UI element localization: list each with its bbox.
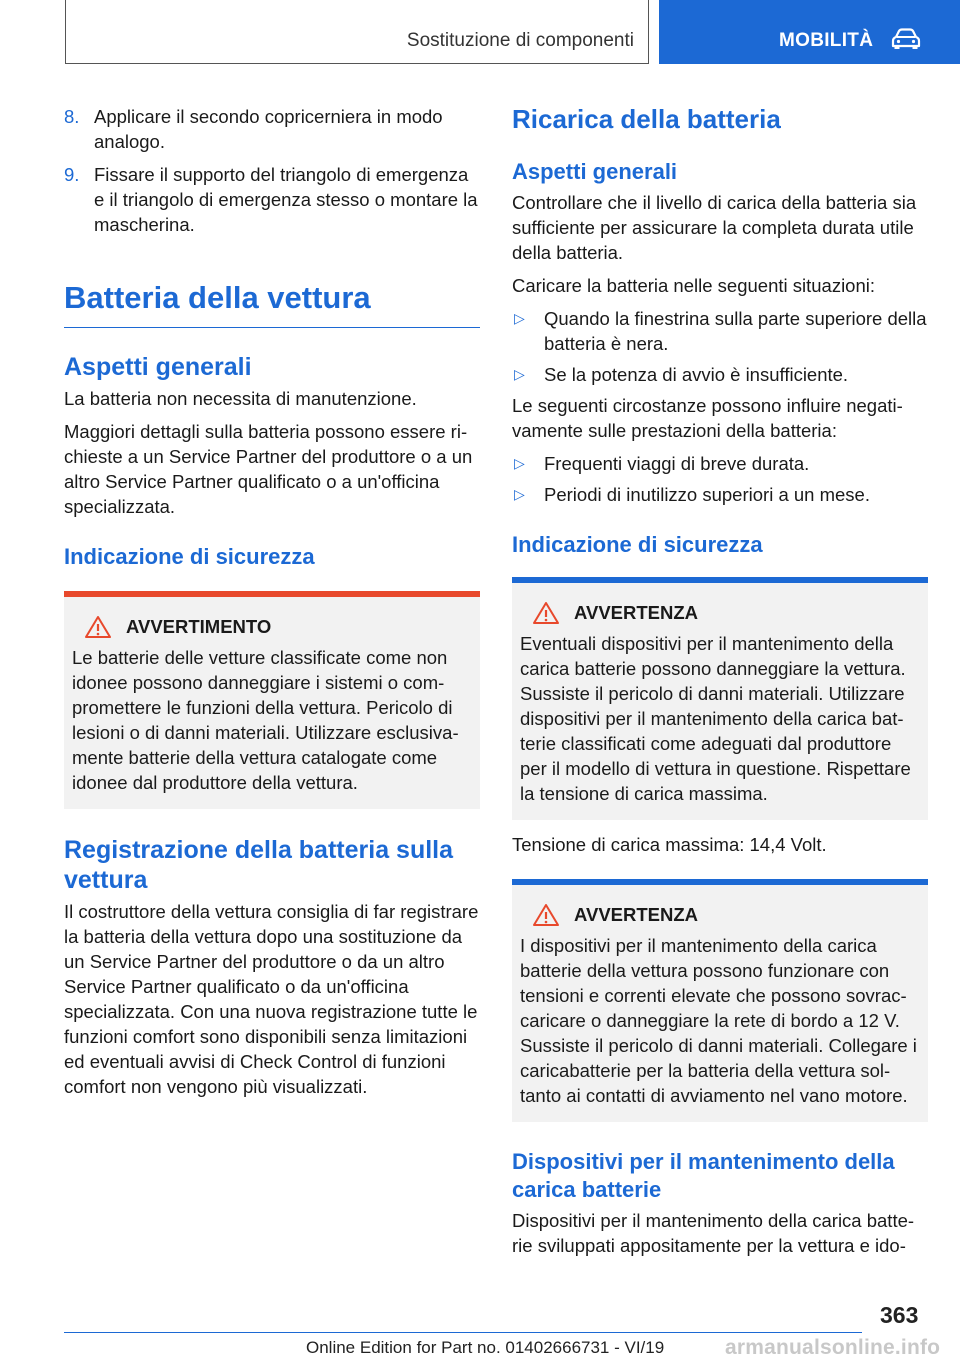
heading-divider: [64, 327, 480, 328]
bullet-triangle-icon: ▷: [514, 486, 525, 502]
warning-text: I dispositivi per il mantenimento della carica batterie della vettura possono funzionare con tensioni e correnti elevate che possono sovraccaricare o danneggiare la rete di bordo a 12 V. Sussiste il pericolo di danni materiali. Collegare i caricabatterie per la batteria della vettura soltanto ai contatti di avviamento nel vano motore.: [520, 935, 917, 1106]
warning-title: AVVERTIMENTO: [126, 616, 272, 637]
subheading-aspetti-generali: Aspetti generali: [512, 159, 678, 184]
list-item-text: Se la potenza di avvio è insufficiente.: [544, 364, 849, 385]
paragraph: Il costruttore della vettura consiglia di far registrare la batteria della vettura dopo una sostituzione da un Service Partner del produttore o da un altro Service Partner qualificato o da un'officina specializzata. Con una nuova registrazione tutte le funzioni comfort sono disponibili senza limitazioni ed eventuali avvisi di Check Control di funzioni comfort non vengono più visualizzati.: [64, 901, 479, 1097]
list-item: [512, 362, 928, 387]
step-item: [64, 162, 480, 237]
footer-divider: [64, 1332, 862, 1333]
step-number: 9.: [64, 164, 80, 185]
warning-text: Eventuali dispositivi per il mantenimento della carica batterie possono danneggiare la vettura. Sussiste il pericolo di danni materiali. Utilizzare dispositivi per il mantenimento della carica batterie classificati come adeguati dal produttore per il modello di vettura in questione. Rispettare la tensione di carica massima.: [520, 633, 911, 804]
header-section-tab: [65, 0, 649, 64]
warning-box: [512, 879, 928, 1122]
left-column: [64, 104, 480, 1107]
right-column: [512, 104, 928, 1266]
warning-title: AVVERTENZA: [574, 602, 699, 623]
warning-header: [520, 601, 920, 625]
paragraph: La batteria non necessita di manutenzione.: [64, 388, 417, 409]
bullet-triangle-icon: ▷: [514, 455, 525, 471]
warning-box: [512, 577, 928, 820]
paragraph-tensione: Tensione di carica massima: 14,4 Volt.: [512, 834, 827, 855]
header-section-title: Sostituzione di componenti: [406, 30, 634, 51]
paragraph: Le seguenti circostanze possono influire negativamente sulle prestazioni della batteria:: [512, 395, 903, 441]
warning-triangle-icon: [532, 601, 560, 625]
warning-text: Le batterie delle vetture classificate come non idonee possono danneggiare i sistemi o compromettere le funzioni della vettura. Pericolo di lesioni o di danni materiali. Utilizzare esclusivamente batterie della vettura catalogate come idonee dal produttore della vettura.: [72, 647, 459, 793]
warning-header: [72, 615, 472, 639]
section-heading-ricarica: Ricarica della batteria: [512, 104, 781, 134]
bullet-triangle-icon: ▷: [514, 366, 525, 382]
footer-watermark-logo: armanualsonline.info: [725, 1336, 941, 1359]
step-text: Fissare il supporto del triangolo di emergenza e il triangolo di emergenza stesso o montare la mascherina.: [94, 164, 478, 235]
list-item: [512, 482, 928, 507]
step-text: Applicare il secondo copricerniera in modo analogo.: [94, 106, 443, 152]
subheading-aspetti-generali: Aspetti generali: [64, 353, 252, 381]
list-item: [512, 306, 928, 356]
list-item-text: Frequenti viaggi di breve durata.: [544, 453, 810, 474]
paragraph: Dispositivi per il mantenimento della carica batterie sviluppati appositamente per la vettura e ido-: [512, 1210, 915, 1256]
car-icon: [891, 28, 921, 50]
list-item: [512, 451, 928, 476]
warning-triangle-icon: [532, 903, 560, 927]
warning-title: AVVERTENZA: [574, 904, 699, 925]
subheading-registrazione: Registrazione della batteria sulla vettura: [64, 836, 454, 894]
subheading-dispositivi: Dispositivi per il mantenimento della carica batterie: [512, 1149, 895, 1202]
subheading-sicurezza: Indicazione di sicurezza: [64, 544, 315, 569]
step-number: 8.: [64, 106, 80, 127]
footer-edition: Online Edition for Part no. 01402666731 - VI/19: [306, 1338, 665, 1357]
page-number: 363: [880, 1302, 919, 1328]
warning-header: [520, 903, 920, 927]
list-item-text: Periodi di inutilizzo superiori a un mese.: [544, 484, 870, 505]
header-chapter-tab: [659, 0, 960, 64]
step-item: [64, 104, 480, 154]
header-chapter-title: MOBILITÀ: [779, 30, 874, 51]
bullet-triangle-icon: ▷: [514, 310, 525, 326]
paragraph: Maggiori dettagli sulla batteria possono essere richieste a un Service Partner del produttore o a un altro Service Partner qualificato o a un'officina specializzata.: [64, 421, 473, 517]
paragraph: Controllare che il livello di carica della batteria sia sufficiente per assicurare la completa durata utile della batteria.: [512, 192, 917, 263]
warning-triangle-icon: [84, 615, 112, 639]
warning-box: [64, 591, 480, 809]
subheading-sicurezza: Indicazione di sicurezza: [512, 532, 763, 557]
section-heading-batteria: Batteria della vettura: [64, 280, 371, 315]
paragraph: Caricare la batteria nelle seguenti situazioni:: [512, 275, 876, 296]
list-item-text: Quando la finestrina sulla parte superiore della batteria è nera.: [544, 308, 927, 354]
